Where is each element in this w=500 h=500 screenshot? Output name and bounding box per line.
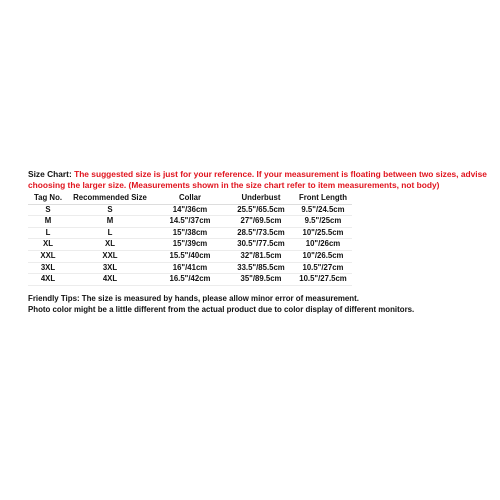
table-cell-front-length: 10.5"/27cm <box>294 262 352 274</box>
table-row <box>28 239 352 251</box>
table-cell-underbust: 25.5"/65.5cm <box>228 204 294 216</box>
table-cell-tag-no: L <box>28 227 68 239</box>
table-cell-underbust: 28.5"/73.5cm <box>228 227 294 239</box>
table-cell-tag-no: S <box>28 204 68 216</box>
table-cell-underbust: 32"/81.5cm <box>228 250 294 262</box>
size-chart-intro-line-1 <box>28 169 487 180</box>
table-cell-underbust: 30.5"/77.5cm <box>228 239 294 251</box>
table-cell-front-length: 10"/25.5cm <box>294 227 352 239</box>
table-cell-tag-no: XL <box>28 239 68 251</box>
size-chart-notice-line-1: The suggested size is just for your reference. If your measurement is floating between two sizes, advise <box>74 169 487 179</box>
table-cell-recommended-size: 4XL <box>68 274 152 286</box>
table-cell-collar: 16"/41cm <box>152 262 228 274</box>
table-cell-front-length: 10.5"/27.5cm <box>294 274 352 286</box>
table-cell-underbust: 35"/89.5cm <box>228 274 294 286</box>
table-cell-recommended-size: 3XL <box>68 262 152 274</box>
size-table-header-row <box>28 193 352 204</box>
table-cell-collar: 15"/39cm <box>152 239 228 251</box>
table-cell-collar: 15.5"/40cm <box>152 250 228 262</box>
column-header-tag-no: Tag No. <box>28 193 68 204</box>
table-cell-recommended-size: S <box>68 204 152 216</box>
table-row <box>28 204 352 216</box>
table-cell-tag-no: XXL <box>28 250 68 262</box>
table-cell-collar: 14"/36cm <box>152 204 228 216</box>
table-row <box>28 216 352 228</box>
table-cell-front-length: 9.5"/24.5cm <box>294 204 352 216</box>
table-cell-underbust: 33.5"/85.5cm <box>228 262 294 274</box>
table-cell-collar: 15"/38cm <box>152 227 228 239</box>
table-cell-recommended-size: XL <box>68 239 152 251</box>
size-chart-notice-line-2: choosing the larger size. (Measurements shown in the size chart refer to item measurements, not body) <box>28 179 440 190</box>
column-header-front-length: Front Length <box>294 193 352 204</box>
table-cell-recommended-size: M <box>68 216 152 228</box>
size-table <box>28 193 352 286</box>
table-cell-tag-no: 4XL <box>28 274 68 286</box>
column-header-collar: Collar <box>152 193 228 204</box>
table-cell-underbust: 27"/69.5cm <box>228 216 294 228</box>
friendly-tips <box>28 293 472 316</box>
table-cell-front-length: 9.5"/25cm <box>294 216 352 228</box>
table-cell-front-length: 10"/26.5cm <box>294 250 352 262</box>
table-cell-collar: 16.5"/42cm <box>152 274 228 286</box>
table-row <box>28 250 352 262</box>
column-header-underbust: Underbust <box>228 193 294 204</box>
table-cell-tag-no: M <box>28 216 68 228</box>
table-row <box>28 227 352 239</box>
table-row <box>28 262 352 274</box>
size-chart-label: Size Chart: <box>28 169 72 179</box>
table-cell-collar: 14.5"/37cm <box>152 216 228 228</box>
column-header-recommended-size: Recommended Size <box>68 193 152 204</box>
table-cell-recommended-size: XXL <box>68 250 152 262</box>
size-chart-intro <box>28 169 487 190</box>
table-row <box>28 274 352 286</box>
table-cell-front-length: 10"/26cm <box>294 239 352 251</box>
size-chart-section <box>28 169 487 316</box>
friendly-tips-line-2: Photo color might be a little different from the actual product due to color display of different monitors. <box>28 305 415 315</box>
table-cell-tag-no: 3XL <box>28 262 68 274</box>
table-cell-recommended-size: L <box>68 227 152 239</box>
friendly-tips-line-1: Friendly Tips: The size is measured by hands, please allow minor error of measurement. <box>28 293 359 303</box>
